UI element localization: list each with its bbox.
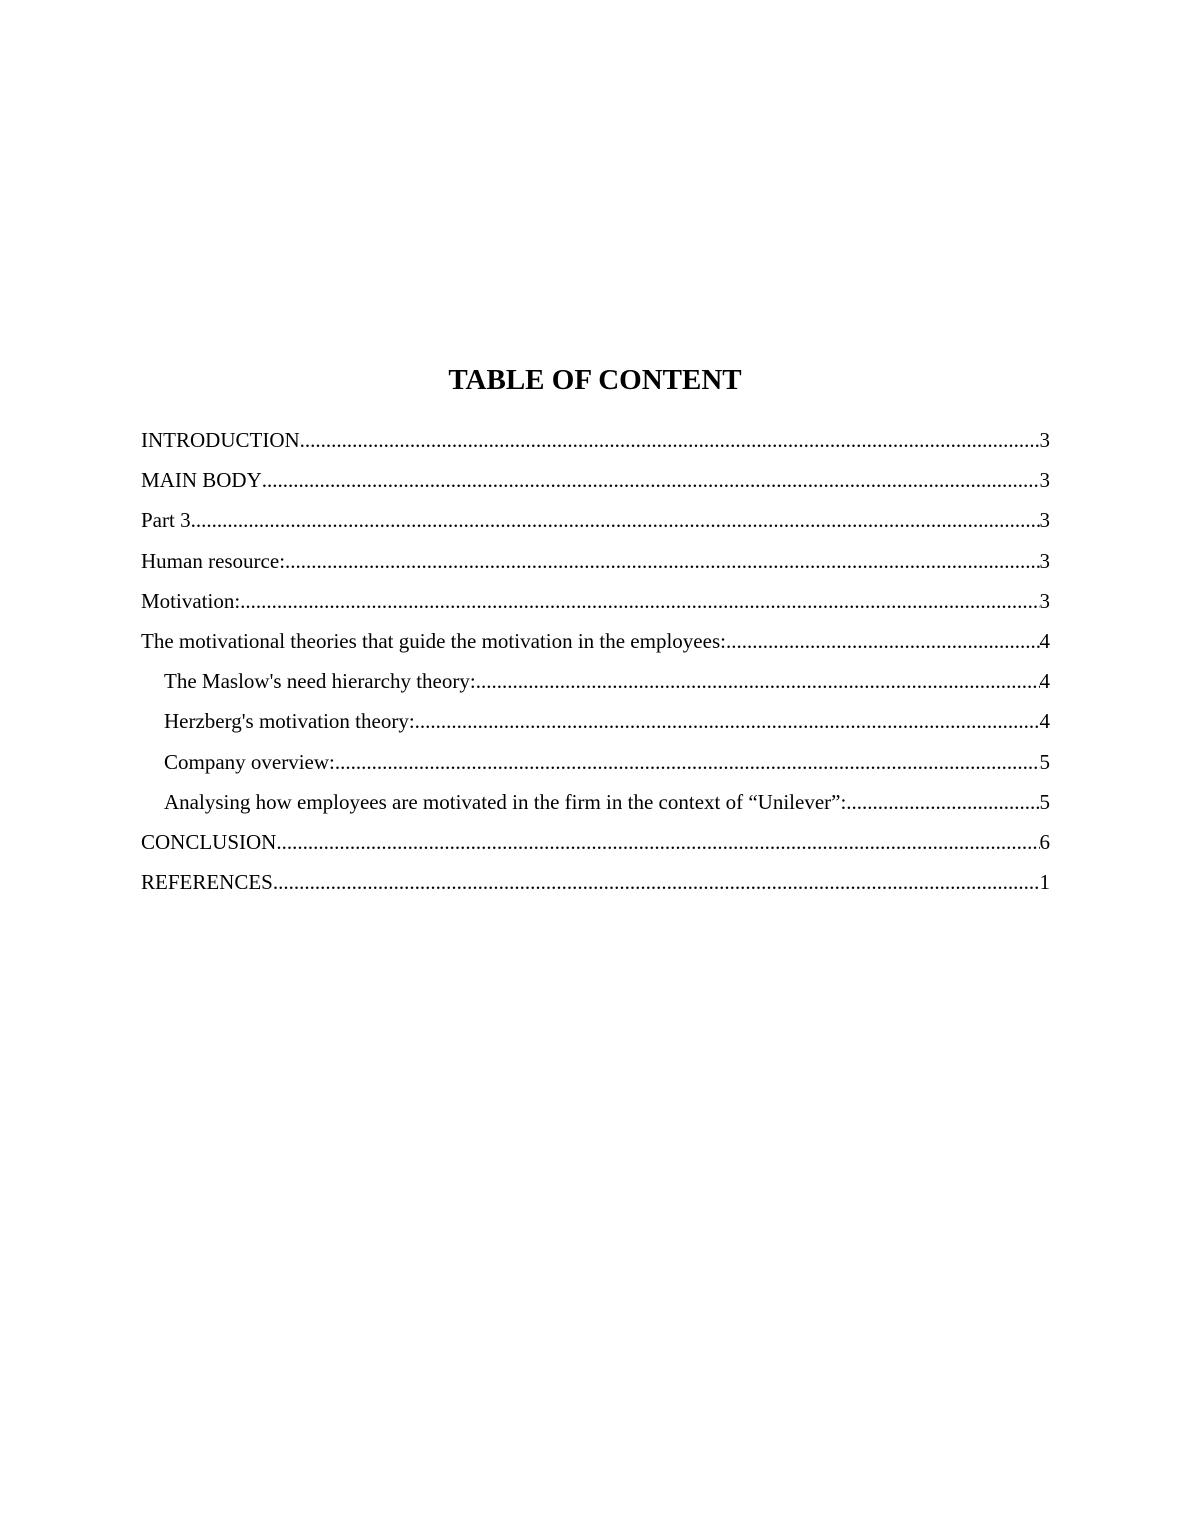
toc-entry-motivational-theories[interactable] — [141, 625, 1050, 665]
toc-entry-references[interactable] — [141, 866, 1050, 906]
toc-page-number: 6 — [1039, 829, 1050, 854]
toc-page-number: 1 — [1039, 870, 1050, 895]
table-of-contents — [141, 424, 1050, 906]
toc-entry-label: Herzberg's motivation theory: — [164, 709, 415, 734]
toc-entry-label: The Maslow's need hierarchy theory: — [164, 669, 476, 694]
toc-page-number: 3 — [1039, 468, 1050, 493]
toc-dot-leader — [285, 545, 1039, 577]
toc-entry-motivation[interactable] — [141, 585, 1050, 625]
toc-entry-label: INTRODUCTION — [141, 428, 300, 452]
toc-page-number: 3 — [1039, 588, 1050, 613]
toc-page-number: 4 — [1039, 669, 1050, 694]
toc-entry-analysing-unilever[interactable] — [141, 786, 1050, 826]
toc-entry-company-overview[interactable] — [141, 746, 1050, 786]
toc-dot-leader — [262, 464, 1040, 496]
toc-dot-leader — [335, 746, 1040, 778]
toc-entry-conclusion[interactable] — [141, 826, 1050, 866]
toc-page-number: 5 — [1039, 749, 1050, 774]
toc-page-number: 4 — [1039, 709, 1050, 734]
toc-page-number: 3 — [1039, 428, 1050, 452]
toc-entry-label: Human resource: — [141, 548, 286, 573]
toc-entry-label: REFERENCES — [141, 870, 273, 895]
toc-dot-leader — [191, 504, 1040, 536]
toc-dot-leader — [415, 705, 1040, 737]
toc-dot-leader — [240, 585, 1039, 617]
page-title: TABLE OF CONTENT — [448, 364, 742, 396]
toc-page-number: 3 — [1039, 508, 1050, 533]
toc-dot-leader — [273, 866, 1040, 898]
toc-entry-label: Part 3 — [141, 508, 191, 533]
toc-page-number: 4 — [1039, 628, 1050, 653]
toc-page-number: 3 — [1039, 548, 1050, 573]
toc-entry-label: The motivational theories that guide the motivation in the employees: — [141, 628, 726, 653]
toc-page-number: 5 — [1039, 789, 1050, 814]
toc-dot-leader — [476, 665, 1040, 697]
toc-dot-leader — [846, 786, 1039, 818]
toc-entry-label: CONCLUSION — [141, 829, 277, 854]
toc-dot-leader — [276, 826, 1039, 858]
toc-entry-human-resource[interactable] — [141, 545, 1050, 585]
toc-entry-part-3[interactable] — [141, 504, 1050, 544]
toc-entry-introduction[interactable] — [141, 424, 1050, 464]
toc-dot-leader — [300, 424, 1040, 456]
toc-entry-label: Analysing how employees are motivated in the firm in the context of “Unilever”: — [164, 789, 847, 814]
toc-entry-herzberg[interactable] — [141, 705, 1050, 745]
toc-entry-label: Motivation: — [141, 588, 241, 613]
toc-dot-leader — [726, 625, 1040, 657]
toc-entry-main-body[interactable] — [141, 464, 1050, 504]
toc-entry-label: MAIN BODY — [141, 468, 262, 493]
toc-entry-maslow[interactable] — [141, 665, 1050, 705]
toc-entry-label: Company overview: — [164, 749, 335, 774]
